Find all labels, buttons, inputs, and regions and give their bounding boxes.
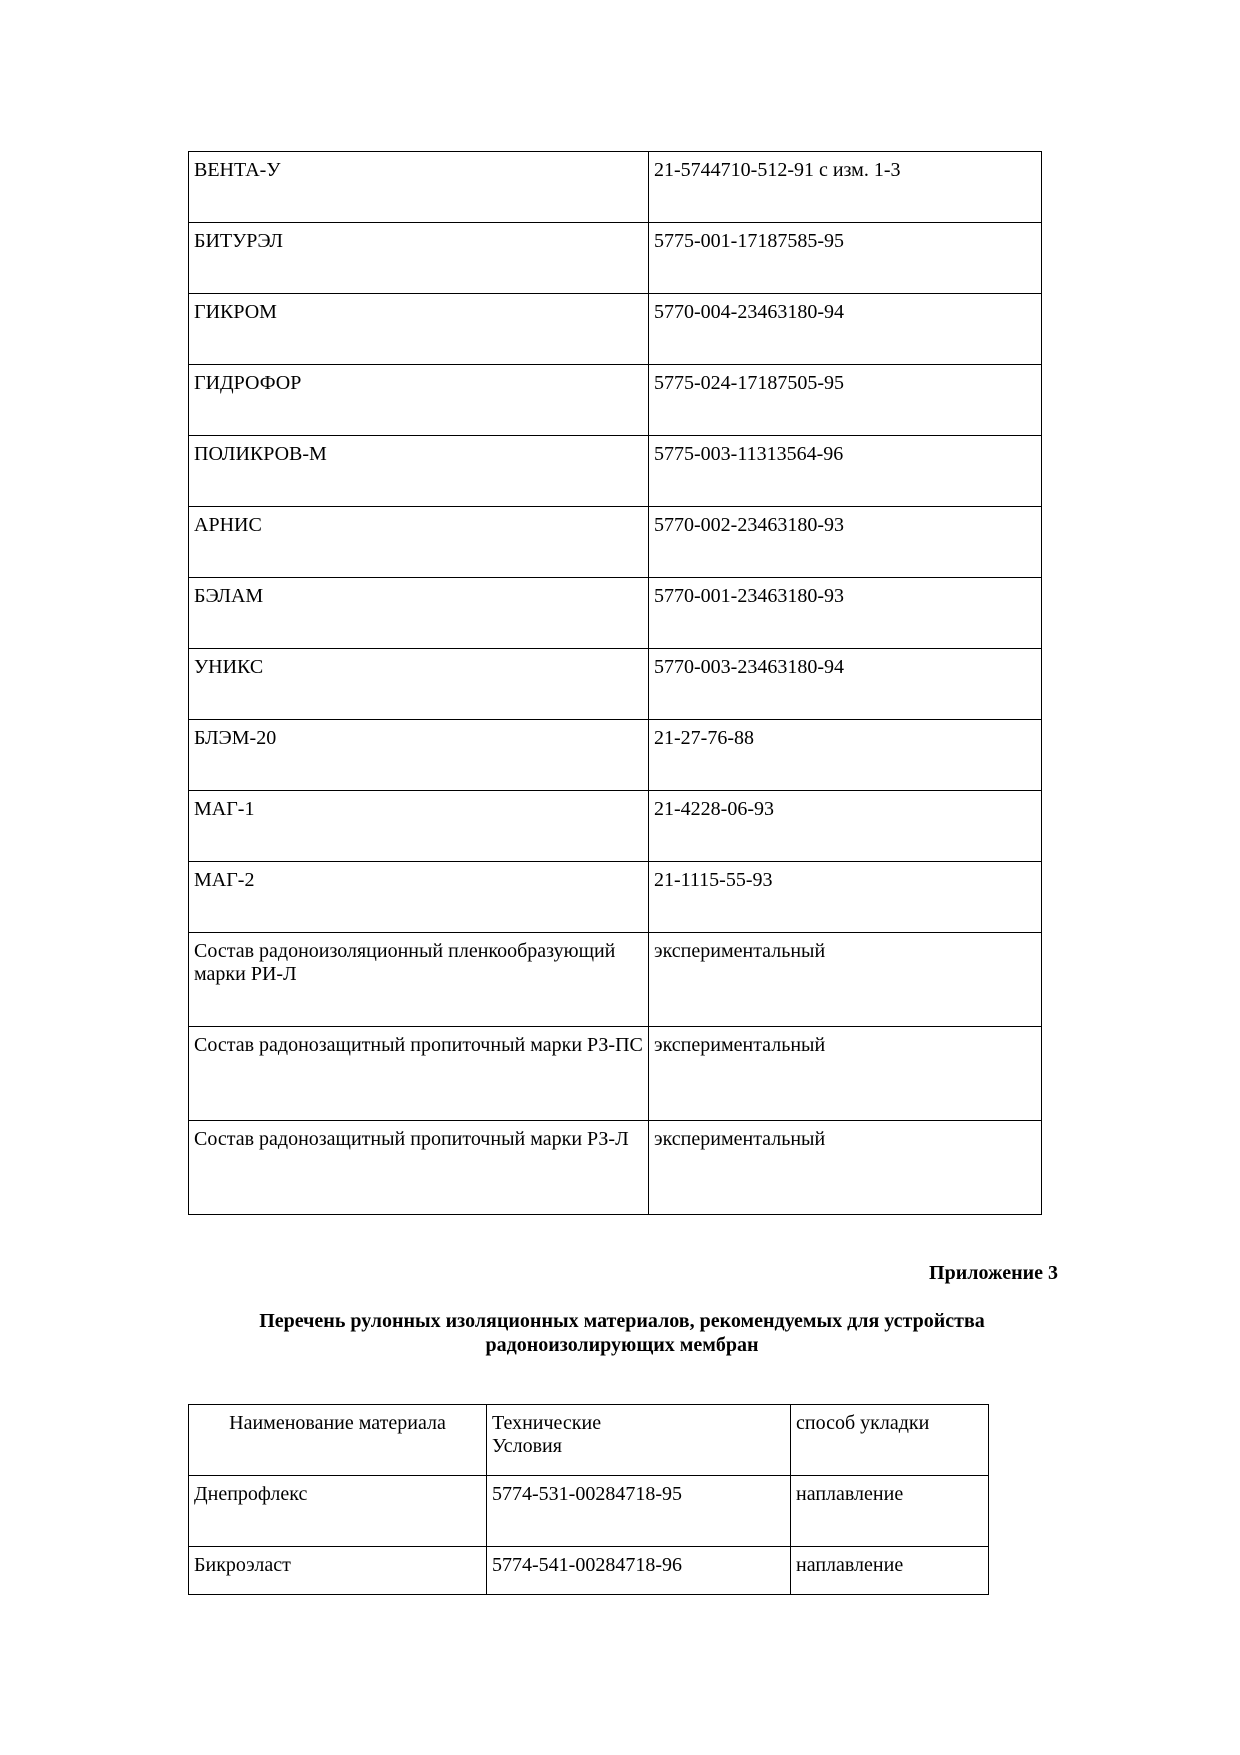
table-row (189, 649, 1042, 720)
header-tu-line: Условия (492, 1435, 562, 1457)
tu-cell: 21-4228-06-93 (649, 791, 1042, 862)
tu-cell: экспериментальный (649, 1121, 1042, 1215)
table-row (189, 152, 1042, 223)
tu-cell: 5770-001-23463180-93 (649, 578, 1042, 649)
list-title (188, 1309, 1056, 1357)
tu-cell: 21-27-76-88 (649, 720, 1042, 791)
header-tu-line: Технические (492, 1412, 602, 1434)
table-row (189, 365, 1042, 436)
table-header-row (189, 1405, 989, 1476)
table-row (189, 507, 1042, 578)
table-row (189, 1121, 1042, 1215)
material-name-cell: УНИКС (189, 649, 649, 720)
material-name-cell: БИТУРЭЛ (189, 223, 649, 294)
table-row (189, 578, 1042, 649)
header-name: Наименование материала (189, 1405, 487, 1476)
table-row (189, 294, 1042, 365)
table-row (189, 933, 1042, 1027)
material-name-cell: Днепрофлекс (189, 1476, 487, 1547)
tu-cell: 5770-002-23463180-93 (649, 507, 1042, 578)
appendix-label: Приложение 3 (929, 1262, 1058, 1284)
tu-cell: экспериментальный (649, 1027, 1042, 1121)
material-name-cell: АРНИС (189, 507, 649, 578)
method-cell: наплавление (791, 1476, 989, 1547)
tu-cell: 5770-004-23463180-94 (649, 294, 1042, 365)
table-row (189, 436, 1042, 507)
tu-cell: 5774-531-00284718-95 (487, 1476, 791, 1547)
material-name-cell: Бикроэласт (189, 1547, 487, 1595)
table-row (189, 1027, 1042, 1121)
table-row (189, 720, 1042, 791)
tu-cell: 21-1115-55-93 (649, 862, 1042, 933)
tu-cell: 5770-003-23463180-94 (649, 649, 1042, 720)
table-row (189, 862, 1042, 933)
material-name-cell: Состав радонозащитный пропиточный марки РЗ-Л (189, 1121, 649, 1215)
material-name-cell: Состав радонозащитный пропиточный марки РЗ-ПС (189, 1027, 649, 1121)
tu-cell: 5775-024-17187505-95 (649, 365, 1042, 436)
materials-table (188, 151, 1042, 1215)
tu-cell: 5775-001-17187585-95 (649, 223, 1042, 294)
material-name-cell: ГИКРОМ (189, 294, 649, 365)
table-row (189, 1476, 989, 1547)
roll-materials-table (188, 1404, 989, 1595)
material-name-cell: МАГ-1 (189, 791, 649, 862)
material-name-cell: МАГ-2 (189, 862, 649, 933)
tu-cell: 5775-003-11313564-96 (649, 436, 1042, 507)
tu-cell: 21-5744710-512-91 с изм. 1-3 (649, 152, 1042, 223)
material-name-cell: ПОЛИКРОВ-М (189, 436, 649, 507)
header-method: способ укладки (791, 1405, 989, 1476)
list-title-line: радоноизолирующих мембран (485, 1334, 759, 1356)
tu-cell: 5774-541-00284718-96 (487, 1547, 791, 1595)
material-name-cell: БЛЭМ-20 (189, 720, 649, 791)
method-cell: наплавление (791, 1547, 989, 1595)
header-tu (487, 1405, 791, 1476)
table-row (189, 1547, 989, 1595)
material-name-cell: ВЕНТА-У (189, 152, 649, 223)
material-name-cell: БЭЛАМ (189, 578, 649, 649)
material-name-cell: Состав радоноизоляционный пленкообразующий марки РИ-Л (189, 933, 649, 1027)
table-row (189, 791, 1042, 862)
list-title-line: Перечень рулонных изоляционных материалов, рекомендуемых для устройства (259, 1310, 985, 1332)
tu-cell: экспериментальный (649, 933, 1042, 1027)
material-name-cell: ГИДРОФОР (189, 365, 649, 436)
table-row (189, 223, 1042, 294)
